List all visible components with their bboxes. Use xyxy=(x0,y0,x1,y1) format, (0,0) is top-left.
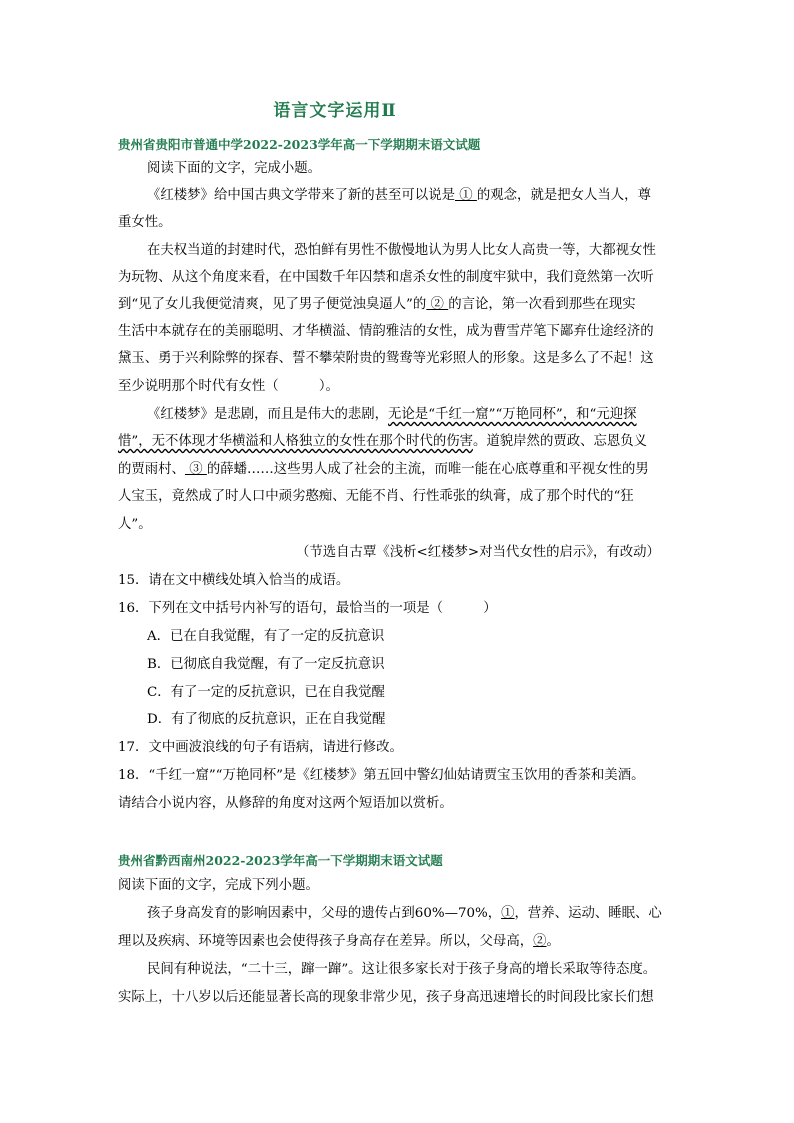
blank-2: ② xyxy=(426,297,449,312)
s1-p3-line2 xyxy=(118,435,647,448)
section1-instruction: 阅读下面的文字，完成小题。 xyxy=(147,161,322,176)
s1-p2-line1: 在夫权当道的封建时代，恐怕鲜有男性不傲慢地认为男人比女人高贵一等，大都视女性 xyxy=(147,243,656,258)
page-title: 语言文字运用Ⅱ xyxy=(273,101,397,121)
option-a: A．已在自我觉醒，有了一定的反抗意识 xyxy=(147,629,385,644)
s1-p3-line1 xyxy=(147,408,637,421)
question-18-line2: 请结合小说内容，从修辞的角度对这两个短语加以赏析。 xyxy=(118,796,453,811)
s1-p2-l3a: 到“见了女儿我便觉清爽，见了男子便觉浊臭逼人”的 xyxy=(118,297,427,312)
s1-p3-line5: 人”。 xyxy=(118,517,152,532)
s2-p1-line2 xyxy=(118,935,560,948)
s1-p2-line4: 生活中本就存在的美丽聪明、才华横溢、情韵雅洁的女性，成为曹雪芹笔下鄙弃仕途经济的 xyxy=(118,324,654,339)
section2-heading: 贵州省黔西南州2022-2023学年高一下学期期末语文试题 xyxy=(118,853,443,868)
question-16: 16．下列在文中括号内补写的语句，最恰当的一项是（ ） xyxy=(118,601,497,616)
s1-p3-l1a: 《红楼梦》是悲剧，而且是伟大的悲剧， xyxy=(147,407,389,422)
s1-p3-l3a: 的贾雨村、 xyxy=(118,462,185,477)
blank-3: ③ xyxy=(184,462,207,477)
s1-p1-line2: 重女性。 xyxy=(118,215,172,230)
s2-p1-l1b: ，营养、运动、睡眠、心 xyxy=(514,906,662,921)
wavy-sentence-part2: 惜”，无不体现才华横溢和人格独立的女性在那个时代的伤害 xyxy=(118,434,473,449)
s1-p1-text-b: 的观念，就是把女人当人，尊 xyxy=(476,188,651,203)
s1-p1-line1 xyxy=(147,189,651,202)
s1-p2-line2: 为玩物、从这个角度来看，在中国数千年囚禁和虐杀女性的制度牢狱中，我们竟然第一次听 xyxy=(118,270,654,285)
s1-p2-line3 xyxy=(118,298,636,311)
s1-p2-l3b: 的言论，第一次看到那些在现实 xyxy=(448,297,636,312)
s2-blank-2: ② xyxy=(533,934,547,949)
source-note: （节选自古覃《浅析<红楼梦>对当代女性的启示》，有改动） xyxy=(296,545,660,560)
s1-p3-line3 xyxy=(118,463,649,476)
s2-p1-l1a: 孩子身高发育的影响因素中，父母的遗传占到60%—70%， xyxy=(147,906,502,921)
s2-p2-line1: 民间有种说法，“二十三，蹿一蹿”。这让很多家长对于孩子身高的增长采取等待态度。 xyxy=(147,962,657,977)
s1-p2-line6: 至少说明那个时代有女性（ ）。 xyxy=(118,379,339,394)
s1-p3-line4: 人宝玉，竟然成了时人口中顽劣憨痴、无能不肖、行性乖张的纨膏，成了那个时代的“狂 xyxy=(118,489,634,504)
s1-p3-l2b: 。道貌岸然的贾政、忘恩负义 xyxy=(473,434,648,449)
s2-blank-1: ① xyxy=(501,906,515,921)
s1-p1-text-a: 《红楼梦》给中国古典文学带来了新的甚至可以说是 xyxy=(147,188,455,203)
question-17: 17．文中画波浪线的句子有语病，请进行修改。 xyxy=(118,740,403,755)
blank-1: ① xyxy=(454,188,477,203)
s1-p3-l3b: 的薛蟠……这些男人成了社会的主流，而唯一能在心底尊重和平视女性的男 xyxy=(206,462,649,477)
s2-p1-l2b: 。 xyxy=(546,934,560,949)
question-15: 15．请在文中横线处填入恰当的成语。 xyxy=(118,573,350,588)
wavy-sentence-part1: 无论是“千红一窟”“万艳同杯”，和“元迎探 xyxy=(388,407,637,422)
option-b: B．已彻底自我觉醒，有了一定反抗意识 xyxy=(147,657,385,672)
s2-p1-l2a: 理以及疾病、环境等因素也会使得孩子身高存在差异。所以，父母高， xyxy=(118,934,534,949)
section1-heading: 贵州省贵阳市普通中学2022-2023学年高一下学期期末语文试题 xyxy=(118,137,481,152)
option-c: C．有了一定的反抗意识，已在自我觉醒 xyxy=(147,685,385,700)
s2-p2-line2: 实际上，十八岁以后还能显著长高的现象非常少见，孩子身高迅速增长的时间段比家长们想 xyxy=(118,990,654,1005)
s1-p2-line5: 黛玉、勇于兴利除弊的探春、誓不攀荣附贵的鸳鸯等光彩照人的形象。这是多么了不起！这 xyxy=(118,351,654,366)
s2-p1-line1 xyxy=(147,907,662,920)
section2-instruction: 阅读下面的文字，完成下列小题。 xyxy=(118,878,319,893)
option-d: D．有了彻底的反抗意识，正在自我觉醒 xyxy=(147,712,386,727)
question-18-line1: 18．“千红一窟”“万艳同杯”是《红楼梦》第五回中警幻仙姑请贾宝玉饮用的香茶和美酒。 xyxy=(118,768,645,783)
